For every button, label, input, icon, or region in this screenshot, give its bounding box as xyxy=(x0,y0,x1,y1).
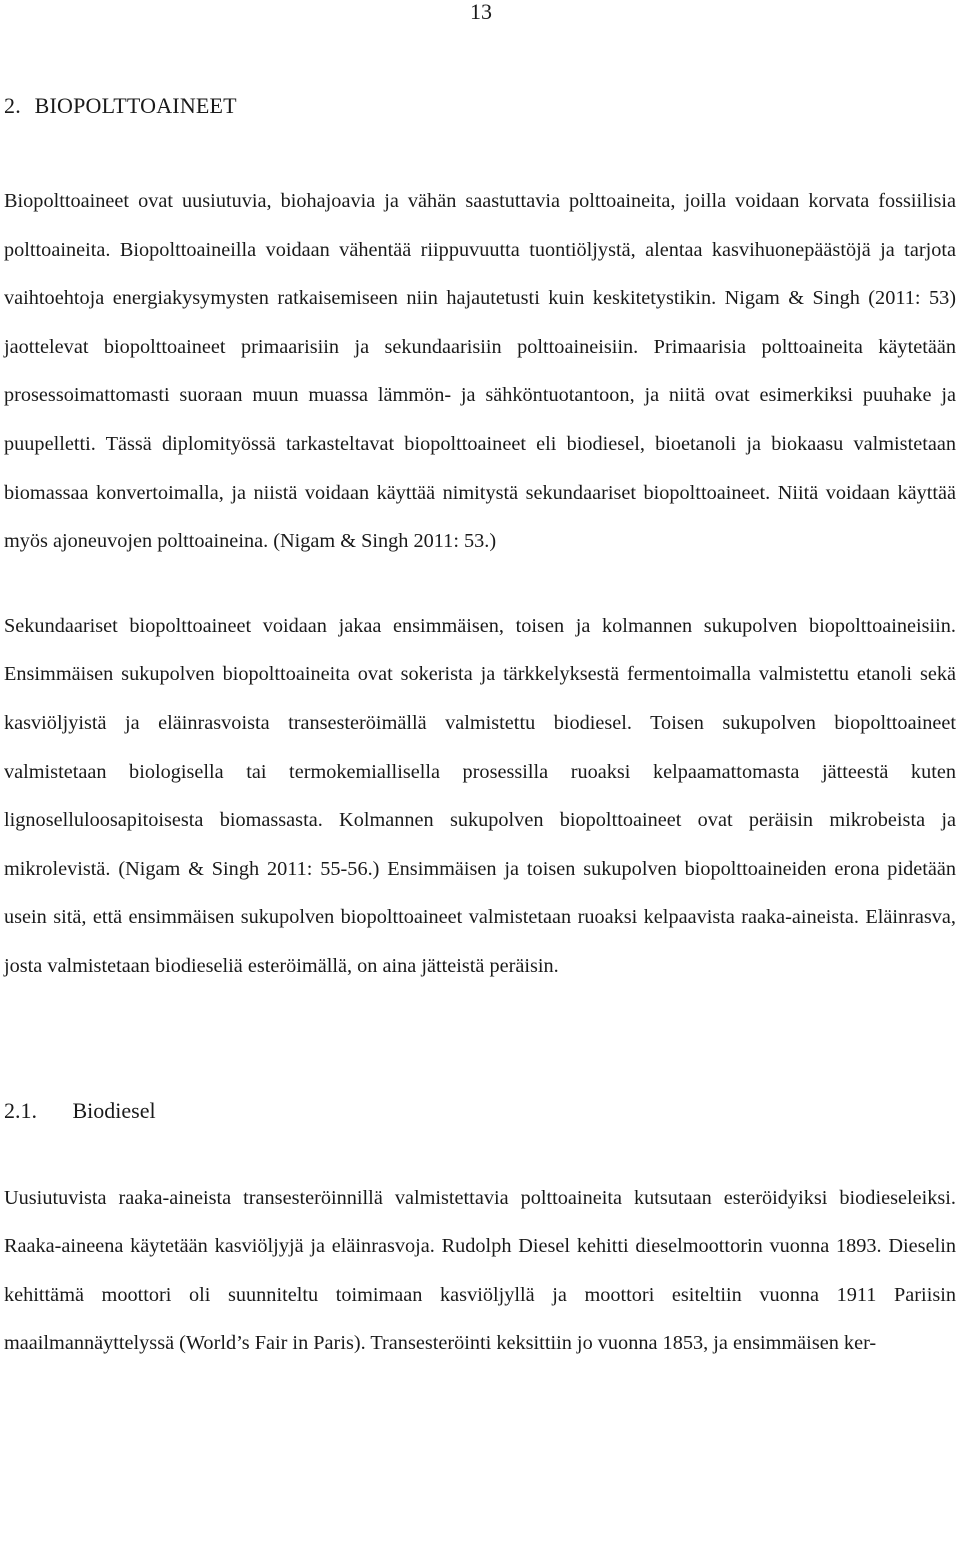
section-title: BIOPOLTTOAINEET xyxy=(34,93,237,118)
subsection-number: 2.1. xyxy=(4,1097,37,1123)
paragraph-1: Biopolttoaineet ovat uusiutuvia, biohajoavia ja vähän saastuttavia polttoaineita, joilla voidaan korvata fossiilisia polttoaineita. Biopolttoaineilla voidaan vähentää riippuvuutta tuontiöljystä, alentaa kasvihuonepäästöjä ja tarjota vaihtoehtoja energiakysymysten ratkaisemiseen niin hajautetusti kuin keskitetystikin. Nigam & Singh (2011: 53) jaottelevat biopolttoaineet primaarisiin ja sekundaarisiin polttoaineisiin. Primaarisia polttoaineita käytetään prosessoimattomasti suoraan muun muassa lämmön- ja sähköntuotantoon, ja niitä ovat esimerkiksi puuhake ja puupelletti. Tässä diplomityössä tarkasteltavat biopolttoaineet eli biodiesel, bioetanoli ja biokaasu valmistetaan biomassaa konvertoimalla, ja niistä voidaan käyttää nimitystä sekundaariset biopolttoaineet. Niitä voidaan käyttää myös ajoneuvojen polttoaineina. (Nigam & Singh 2011: 53.) xyxy=(4,190,956,553)
document-body xyxy=(4,86,956,1368)
page-number: 13 xyxy=(470,0,492,24)
paragraph-3: Uusiutuvista raaka-aineista transesteröinnillä valmistettavia polttoaineita kutsutaan esteröidyiksi biodieseleiksi. Raaka-aineena käytetään kasviöljyjä ja eläinrasvoja. Rudolph Diesel kehitti dieselmoottorin vuonna 1893. Dieselin kehittämä moottori oli suunniteltu toimimaan kasviöljyllä ja moottori esiteltiin vuonna 1911 Pariisin maailmannäyttelyssä (World’s Fair in Paris). Transesteröinti keksittiin jo vuonna 1853, ja ensimmäisen ker- xyxy=(4,1186,956,1355)
subsection-title: Biodiesel xyxy=(72,1097,156,1123)
paragraph-2: Sekundaariset biopolttoaineet voidaan jakaa ensimmäisen, toisen ja kolmannen sukupolven biopolttoaineisiin. Ensimmäisen sukupolven biopolttoaineita ovat sokerista ja tärkkelyksestä fermentoimalla valmistettu etanoli sekä kasviöljyistä ja eläinrasvoista transesteröimällä valmistettu biodiesel. Toisen sukupolven biopolttoaineet valmistetaan biologisella tai termokemiallisella prosessilla ruoaksi kelpaamattomasta jätteestä kuten lignoselluloosapitoisesta biomassasta. Kolmannen sukupolven biopolttoaineet ovat peräisin mikrobeista ja mikrolevistä. (Nigam & Singh 2011: 55-56.) Ensimmäisen ja toisen sukupolven biopolttoaineiden erona pidetään usein sitä, että ensimmäisen sukupolven biopolttoaineet valmistetaan ruoaksi kelpaavista raaka-aineista. Eläinrasva, josta valmistetaan biodieseliä esteröimällä, on aina jätteistä peräisin. xyxy=(4,614,956,977)
section-number: 2. xyxy=(4,93,21,118)
section-heading xyxy=(4,86,956,126)
subsection-heading xyxy=(4,1091,956,1131)
